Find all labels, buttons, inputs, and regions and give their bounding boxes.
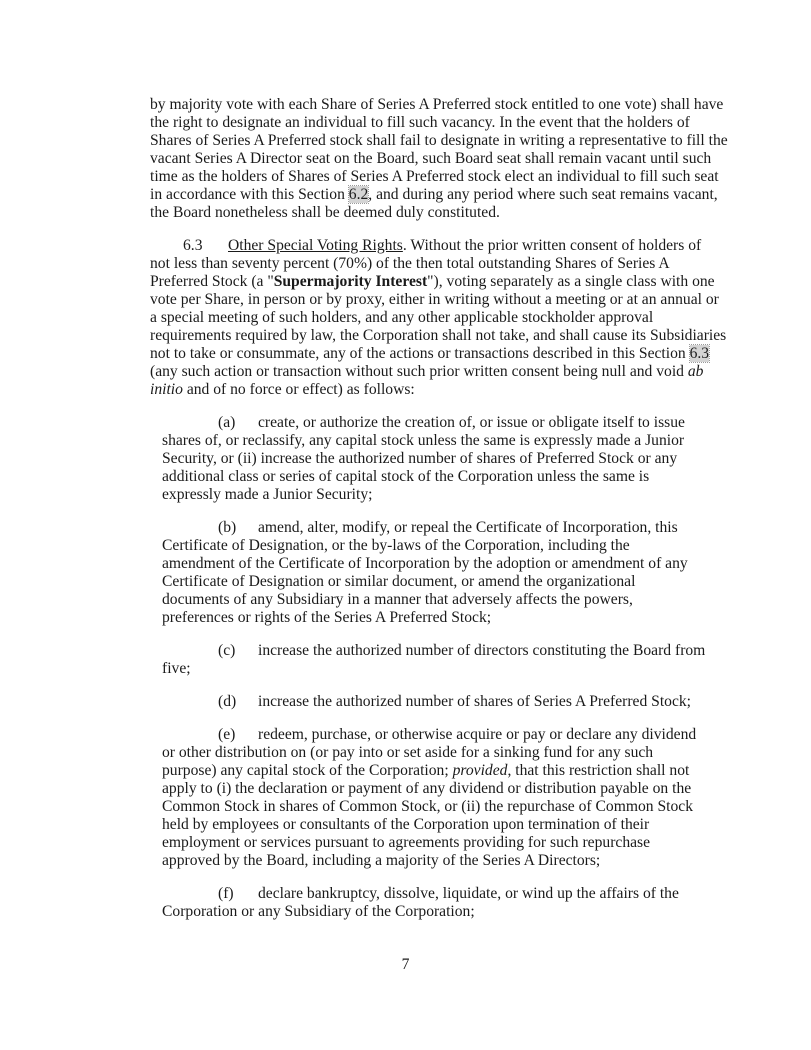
text: the right to designate an individual to fill such vacancy. In the event that the holders of [150, 114, 690, 131]
text: additional class or series of capital stock of the Corporation unless the same is [162, 468, 650, 485]
text-line [162, 816, 649, 834]
underlined-heading: Other Special Voting Rights [228, 237, 403, 254]
text-line [162, 432, 684, 450]
text-line [228, 237, 701, 255]
text: held by employees or consultants of the Corporation upon termination of their [162, 816, 650, 833]
text: Common Stock in shares of Common Stock, or (ii) the repurchase of Common Stock [162, 798, 693, 815]
text: . Without the prior written consent of holders of [402, 237, 702, 254]
text: approved by the Board, including a majority of the Series A Directors; [162, 852, 601, 869]
text: expressly made a Junior Security; [162, 486, 373, 503]
text: documents of any Subsidiary in a manner that adversely affects the powers, [162, 591, 633, 608]
text: Preferred Stock (a " [150, 273, 274, 290]
text-line [150, 132, 728, 150]
text: "), voting separately as a single class with one [427, 273, 715, 290]
text-line [162, 573, 635, 591]
section-reference-highlight[interactable]: 6.2 [348, 186, 369, 203]
text-line [150, 204, 500, 222]
text: by majority vote with each Share of Series A Preferred stock entitled to one vote) shall have [150, 96, 724, 113]
text-line [162, 780, 691, 798]
text-line [258, 726, 696, 744]
text-line [258, 414, 685, 432]
text: five; [162, 660, 191, 677]
text-line [150, 363, 703, 381]
text: amend, alter, modify, or repeal the Certificate of Incorporation, this [258, 519, 678, 536]
italic-text: ab [687, 363, 704, 380]
text: not to take or consummate, any of the actions or transactions described in this Section [150, 345, 690, 362]
text-line [162, 486, 372, 504]
text: vacant Series A Director seat on the Board, such Board seat shall remain vacant until such [150, 150, 712, 167]
paragraph-label: (b) [218, 519, 237, 536]
text-line [150, 150, 711, 168]
text-line [162, 591, 633, 609]
text: vote per Share, in person or by proxy, either in writing without a meeting or at an annual or [150, 291, 719, 308]
text: time as the holders of Shares of Series A Preferred stock elect an individual to fill such seat [150, 168, 719, 185]
text-line [150, 255, 670, 273]
text-line [162, 468, 649, 486]
text: amendment of the Certificate of Incorporation by the adoption or amendment of any [162, 555, 688, 572]
italic-text: provided [452, 762, 508, 779]
text-line [150, 327, 726, 345]
text: Security, or (ii) increase the authorized number of shares of Preferred Stock or any [162, 450, 678, 467]
paragraph-label: (f) [218, 885, 234, 902]
text: preferences or rights of the Series A Preferred Stock; [162, 609, 492, 626]
text: a special meeting of such holders, and any other applicable stockholder approval [150, 309, 654, 326]
text: or other distribution on (or pay into or set aside for a sinking fund for any such [162, 744, 654, 761]
page-number: 7 [401, 956, 410, 973]
text-line [258, 693, 691, 711]
text: increase the authorized number of shares of Series A Preferred Stock; [258, 693, 692, 710]
text-line [150, 186, 718, 204]
text: Certificate of Designation or similar document, or amend the organizational [162, 573, 636, 590]
text-line [162, 555, 688, 573]
text: , that this restriction shall not [507, 762, 690, 779]
text-line [150, 309, 653, 327]
text-line [150, 114, 690, 132]
text: in accordance with this Section [150, 186, 349, 203]
text: Shares of Series A Preferred stock shall fail to designate in writing a representative to fill the [150, 132, 728, 149]
text-line [162, 744, 653, 762]
text-line [150, 273, 715, 291]
paragraph-label: (d) [218, 693, 237, 710]
text-line [162, 537, 630, 555]
text-line [162, 852, 600, 870]
paragraph-label: (a) [218, 414, 236, 431]
text-line [162, 762, 689, 780]
text: apply to (i) the declaration or payment of any dividend or distribution payable on the [162, 780, 692, 797]
text: redeem, purchase, or otherwise acquire or pay or declare any dividend [258, 726, 697, 743]
text-line [150, 96, 723, 114]
text-line [162, 834, 650, 852]
text: Certificate of Designation, or the by-laws of the Corporation, including the [162, 537, 630, 554]
text-line [162, 660, 191, 678]
text: declare bankruptcy, dissolve, liquidate, or wind up the affairs of the [258, 885, 679, 902]
text: create, or authorize the creation of, or issue or obligate itself to issue [258, 414, 685, 431]
paragraph-label: (e) [218, 726, 236, 743]
text-line [150, 345, 709, 363]
text-line [258, 519, 678, 537]
text-line [150, 291, 719, 309]
bold-term: Supermajority Interest [273, 273, 428, 290]
text: Corporation or any Subsidiary of the Corporation; [162, 903, 475, 920]
text: the Board nonetheless shall be deemed duly constituted. [150, 204, 500, 221]
text: requirements required by law, the Corporation shall not take, and shall cause its Subsidiaries [150, 327, 727, 344]
text: and of no force or effect) as follows: [182, 381, 415, 398]
italic-text: initio [150, 381, 183, 398]
text-line [162, 609, 491, 627]
text: purpose) any capital stock of the Corporation; [162, 762, 453, 779]
text-line [258, 642, 705, 660]
text-line [162, 798, 693, 816]
text: (any such action or transaction without such prior written consent being null and void [150, 363, 688, 380]
text-line [258, 885, 679, 903]
text: , and during any period where such seat remains vacant, [368, 186, 718, 203]
paragraph-label: 6.3 [183, 237, 203, 254]
paragraph-label: (c) [218, 642, 236, 659]
text: shares of, or reclassify, any capital stock unless the same is expressly made a Junior [162, 432, 685, 449]
text-line [150, 168, 719, 186]
text: employment or services pursuant to agreements providing for such repurchase [162, 834, 651, 851]
text-line [150, 381, 415, 399]
section-reference-highlight[interactable]: 6.3 [689, 345, 710, 362]
text-line [162, 450, 677, 468]
text: not less than seventy percent (70%) of the then total outstanding Shares of Series A [150, 255, 670, 272]
text: increase the authorized number of directors constituting the Board from [258, 642, 706, 659]
text-line [162, 903, 475, 921]
